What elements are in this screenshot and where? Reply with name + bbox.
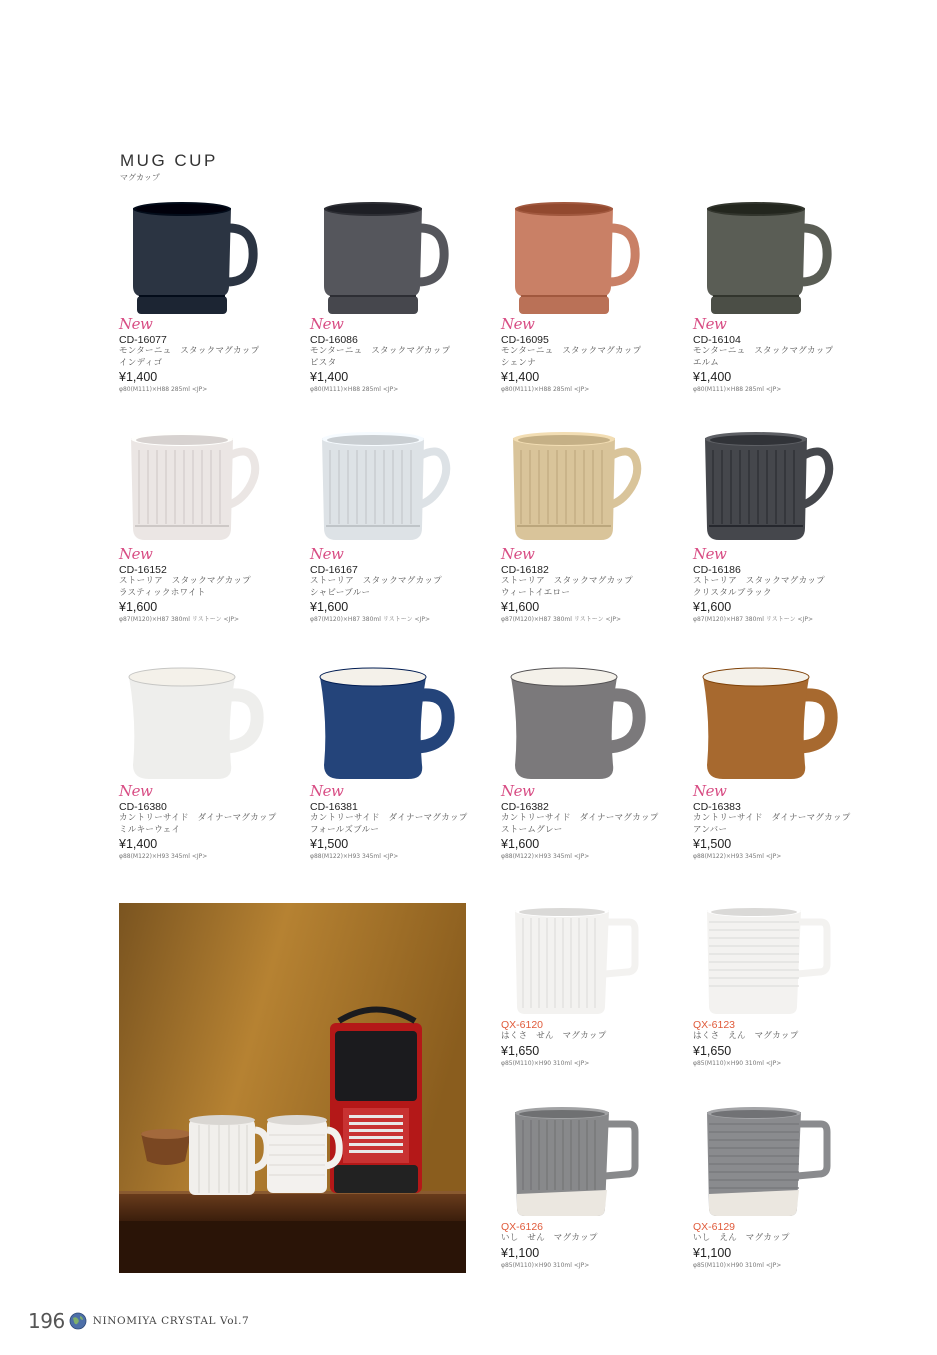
product-color: シェンナ <box>501 357 537 368</box>
product-spec: φ80(M111)×H88 285ml <JP> <box>693 386 782 393</box>
page-number: 196 <box>28 1309 65 1333</box>
product-series: ストーリア スタックマグカップ <box>693 576 825 586</box>
mug-photo <box>119 198 289 323</box>
product-spec: φ88(M122)×H93 345ml <JP> <box>501 853 590 860</box>
product-series: モンターニュ スタックマグカップ <box>501 346 642 356</box>
globe-icon <box>69 1312 87 1330</box>
product-code: CD-16186 <box>693 564 741 576</box>
product-name: いし せん マグカップ <box>501 1233 598 1243</box>
product-code: CD-16380 <box>119 801 167 813</box>
product-spec: φ85(M110)×H90 310ml <JP> <box>693 1059 782 1067</box>
product-code: QX-6129 <box>693 1221 736 1233</box>
product-price: ¥1,500 <box>310 837 349 851</box>
product-spec: φ87(M120)×H87 380ml リストーン <JP> <box>310 616 430 623</box>
product-price: ¥1,400 <box>310 370 349 384</box>
product-color: ストームグレー <box>501 824 563 835</box>
product-price: ¥1,600 <box>693 600 732 614</box>
product-series: モンターニュ スタックマグカップ <box>693 346 834 356</box>
product-code: CD-16152 <box>119 564 167 576</box>
product-price: ¥1,650 <box>693 1043 732 1058</box>
product-spec: φ88(M122)×H93 345ml <JP> <box>693 853 782 860</box>
product-spec: φ80(M111)×H88 285ml <JP> <box>501 386 590 393</box>
new-badge: New <box>119 315 153 333</box>
product-color: クリスタルブラック <box>693 587 772 598</box>
product-series: ストーリア スタックマグカップ <box>501 576 633 586</box>
product-code: CD-16381 <box>310 801 358 813</box>
mug-photo <box>693 900 863 1025</box>
product-color: ピスタ <box>310 357 337 368</box>
mug-photo <box>501 198 671 323</box>
mug-photo <box>693 1102 863 1227</box>
product-price: ¥1,400 <box>119 837 158 851</box>
product-spec: φ88(M122)×H93 345ml <JP> <box>310 853 399 860</box>
product-series: カントリーサイド ダイナーマグカップ <box>310 813 468 823</box>
section-subtitle: マグカップ <box>120 173 160 182</box>
new-badge: New <box>310 315 344 333</box>
product-series: モンターニュ スタックマグカップ <box>119 346 260 356</box>
product-code: CD-16095 <box>501 334 549 346</box>
product-color: フォールズブルー <box>310 824 380 835</box>
mug-photo <box>693 428 863 553</box>
product-series: ストーリア スタックマグカップ <box>119 576 251 586</box>
product-name: いし えん マグカップ <box>693 1233 790 1243</box>
product-spec: φ80(M111)×H88 285ml <JP> <box>310 386 399 393</box>
product-price: ¥1,600 <box>501 837 540 851</box>
mug-photo <box>501 900 671 1025</box>
mug-photo <box>693 665 863 790</box>
product-price: ¥1,400 <box>693 370 732 384</box>
new-badge: New <box>501 315 535 333</box>
product-code: CD-16086 <box>310 334 358 346</box>
product-price: ¥1,600 <box>310 600 349 614</box>
publication-title: NINOMIYA CRYSTAL Vol.7 <box>92 1315 250 1327</box>
product-spec: φ85(M110)×H90 310ml <JP> <box>501 1261 590 1269</box>
product-series: カントリーサイド ダイナーマグカップ <box>119 813 277 823</box>
product-name: はくさ せん マグカップ <box>501 1031 607 1041</box>
page-footer <box>28 1309 249 1333</box>
new-badge: New <box>693 315 727 333</box>
product-spec: φ85(M110)×H90 310ml <JP> <box>501 1059 590 1067</box>
mug-photo <box>119 428 289 553</box>
mug-photo <box>501 665 671 790</box>
product-price: ¥1,600 <box>119 600 158 614</box>
mug-photo <box>501 1102 671 1227</box>
product-price: ¥1,400 <box>119 370 158 384</box>
product-price: ¥1,400 <box>501 370 540 384</box>
product-price: ¥1,600 <box>501 600 540 614</box>
lifestyle-photo <box>119 903 466 1273</box>
new-badge: New <box>693 545 727 563</box>
new-badge: New <box>119 782 153 800</box>
product-color: ラスティックホワイト <box>119 587 206 598</box>
product-name: はくさ えん マグカップ <box>693 1031 799 1041</box>
product-code: CD-16382 <box>501 801 549 813</box>
product-price: ¥1,650 <box>501 1043 540 1058</box>
product-color: ミルキーウェイ <box>119 824 181 835</box>
product-code: QX-6126 <box>501 1221 544 1233</box>
product-code: CD-16167 <box>310 564 358 576</box>
product-series: カントリーサイド ダイナーマグカップ <box>693 813 851 823</box>
product-code: CD-16182 <box>501 564 549 576</box>
new-badge: New <box>693 782 727 800</box>
product-color: アンバー <box>693 824 728 835</box>
product-code: CD-16104 <box>693 334 741 346</box>
product-code: QX-6123 <box>693 1019 736 1031</box>
mug-photo <box>310 665 480 790</box>
new-badge: New <box>501 545 535 563</box>
product-code: CD-16077 <box>119 334 167 346</box>
product-color: インディゴ <box>119 357 163 368</box>
new-badge: New <box>501 782 535 800</box>
product-spec: φ85(M110)×H90 310ml <JP> <box>693 1261 782 1269</box>
product-spec: φ87(M120)×H87 380ml リストーン <JP> <box>119 616 239 623</box>
product-code: CD-16383 <box>693 801 741 813</box>
new-badge: New <box>119 545 153 563</box>
product-color: シャビーブルー <box>310 587 371 598</box>
product-color: ウィートイエロー <box>501 587 571 598</box>
product-series: モンターニュ スタックマグカップ <box>310 346 451 356</box>
product-spec: φ88(M122)×H93 345ml <JP> <box>119 853 208 860</box>
product-series: カントリーサイド ダイナーマグカップ <box>501 813 659 823</box>
mug-photo <box>310 428 480 553</box>
new-badge: New <box>310 545 344 563</box>
product-series: ストーリア スタックマグカップ <box>310 576 442 586</box>
product-color: エルム <box>693 357 720 368</box>
product-price: ¥1,100 <box>693 1245 732 1260</box>
section-title: MUG CUP <box>120 151 218 170</box>
product-price: ¥1,500 <box>693 837 732 851</box>
mug-photo <box>501 428 671 553</box>
mug-photo <box>693 198 863 323</box>
product-spec: φ80(M111)×H88 285ml <JP> <box>119 386 208 393</box>
product-price: ¥1,100 <box>501 1245 540 1260</box>
new-badge: New <box>310 782 344 800</box>
mug-photo <box>310 198 480 323</box>
product-spec: φ87(M120)×H87 380ml リストーン <JP> <box>693 616 813 623</box>
product-code: QX-6120 <box>501 1019 544 1031</box>
product-spec: φ87(M120)×H87 380ml リストーン <JP> <box>501 616 621 623</box>
mug-photo <box>119 665 289 790</box>
